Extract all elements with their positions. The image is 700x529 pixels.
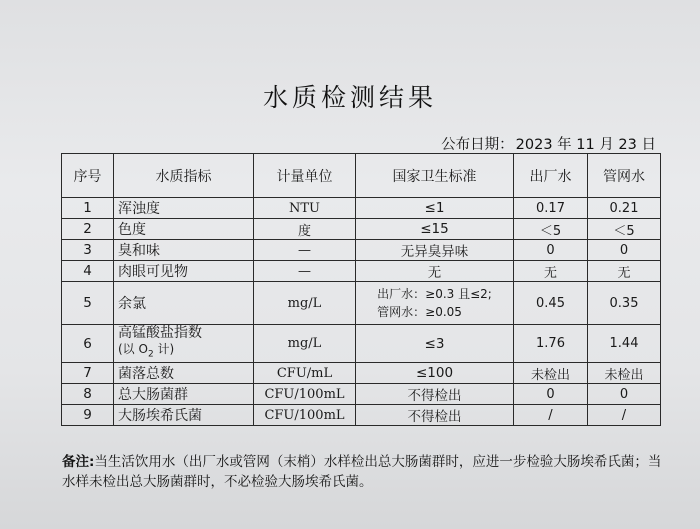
publish-date-label: 公布日期： xyxy=(441,137,514,153)
cell-factory: 0 xyxy=(514,384,588,405)
publish-date xyxy=(441,133,656,154)
indicator-note: (以 $O_2$ 计) xyxy=(118,342,175,360)
cell-indicator: 菌落总数 xyxy=(114,363,254,384)
cell-unit: NTU xyxy=(254,198,356,219)
cell-factory: 0.45 xyxy=(514,282,588,325)
table-row xyxy=(62,325,661,363)
cell-standard: ≤15 xyxy=(356,219,514,240)
cell-network: 0 xyxy=(588,384,661,405)
indicator-name: 高锰酸盐指数 xyxy=(118,325,202,341)
cell-unit: CFU/mL xyxy=(254,363,356,384)
header-unit: 计量单位 xyxy=(254,154,356,198)
cell-no: 4 xyxy=(62,261,114,282)
cell-no: 7 xyxy=(62,363,114,384)
table-header-row xyxy=(62,154,661,198)
header-network-water: 管网水 xyxy=(588,154,661,198)
cell-factory: 无 xyxy=(514,261,588,282)
cell-factory: ＜5 xyxy=(514,219,588,240)
footnote xyxy=(62,452,664,492)
cell-network: 0 xyxy=(588,240,661,261)
table-row xyxy=(62,282,661,325)
cell-network: 1.44 xyxy=(588,325,661,363)
cell-unit: — xyxy=(254,240,356,261)
cell-network: 0.21 xyxy=(588,198,661,219)
cell-factory: 未检出 xyxy=(514,363,588,384)
cell-standard: 不得检出 xyxy=(356,384,514,405)
cell-standard: ≤100 xyxy=(356,363,514,384)
cell-no: 6 xyxy=(62,325,114,363)
cell-indicator: 余氯 xyxy=(114,282,254,325)
standard-line-network: 管网水：≥0.05 xyxy=(377,305,462,319)
cell-no: 5 xyxy=(62,282,114,325)
cell-unit: — xyxy=(254,261,356,282)
cell-no: 9 xyxy=(62,405,114,426)
table-row xyxy=(62,261,661,282)
cell-indicator: 大肠埃希氏菌 xyxy=(114,405,254,426)
cell-factory: / xyxy=(514,405,588,426)
cell-no: 2 xyxy=(62,219,114,240)
cell-factory: 1.76 xyxy=(514,325,588,363)
cell-factory: 0 xyxy=(514,240,588,261)
footnote-text: 当生活饮用水（出厂水或管网（末梢）水样检出总大肠菌群时，应进一步检验大肠埃希氏菌；当水样未检出总大肠菌群时，不必检验大肠埃希氏菌。 xyxy=(62,454,662,490)
page-title: 水质检测结果 xyxy=(262,83,437,112)
header-indicator: 水质指标 xyxy=(114,154,254,198)
cell-factory: 0.17 xyxy=(514,198,588,219)
cell-no: 3 xyxy=(62,240,114,261)
cell-indicator: 浑浊度 xyxy=(114,198,254,219)
cell-unit: mg/L xyxy=(254,325,356,363)
cell-unit: CFU/100mL xyxy=(254,384,356,405)
footnote-label: 备注: xyxy=(62,454,95,470)
cell-indicator: 色度 xyxy=(114,219,254,240)
cell-network: 0.35 xyxy=(588,282,661,325)
cell-indicator: 肉眼可见物 xyxy=(114,261,254,282)
cell-network: 未检出 xyxy=(588,363,661,384)
cell-no: 1 xyxy=(62,198,114,219)
cell-standard: 无异臭异味 xyxy=(356,240,514,261)
cell-indicator xyxy=(114,325,254,363)
cell-standard: ≤1 xyxy=(356,198,514,219)
water-quality-table xyxy=(61,153,661,426)
cell-indicator: 臭和味 xyxy=(114,240,254,261)
table-row xyxy=(62,198,661,219)
table-row xyxy=(62,219,661,240)
cell-network: 无 xyxy=(588,261,661,282)
cell-unit: 度 xyxy=(254,219,356,240)
cell-unit: CFU/100mL xyxy=(254,405,356,426)
header-factory-water: 出厂水 xyxy=(514,154,588,198)
cell-unit: mg/L xyxy=(254,282,356,325)
cell-indicator: 总大肠菌群 xyxy=(114,384,254,405)
header-no: 序号 xyxy=(62,154,114,198)
cell-standard: ≤3 xyxy=(356,325,514,363)
standard-line-factory: 出厂水：≥0.3 且≤2; xyxy=(377,287,492,301)
cell-standard xyxy=(356,282,514,325)
table-row xyxy=(62,240,661,261)
publish-date-value: 2023 年 11 月 23 日 xyxy=(515,137,656,153)
cell-standard: 不得检出 xyxy=(356,405,514,426)
header-standard: 国家卫生标准 xyxy=(356,154,514,198)
cell-standard: 无 xyxy=(356,261,514,282)
table-row xyxy=(62,384,661,405)
cell-network: ＜5 xyxy=(588,219,661,240)
cell-network: / xyxy=(588,405,661,426)
table-row xyxy=(62,363,661,384)
table-row xyxy=(62,405,661,426)
cell-no: 8 xyxy=(62,384,114,405)
